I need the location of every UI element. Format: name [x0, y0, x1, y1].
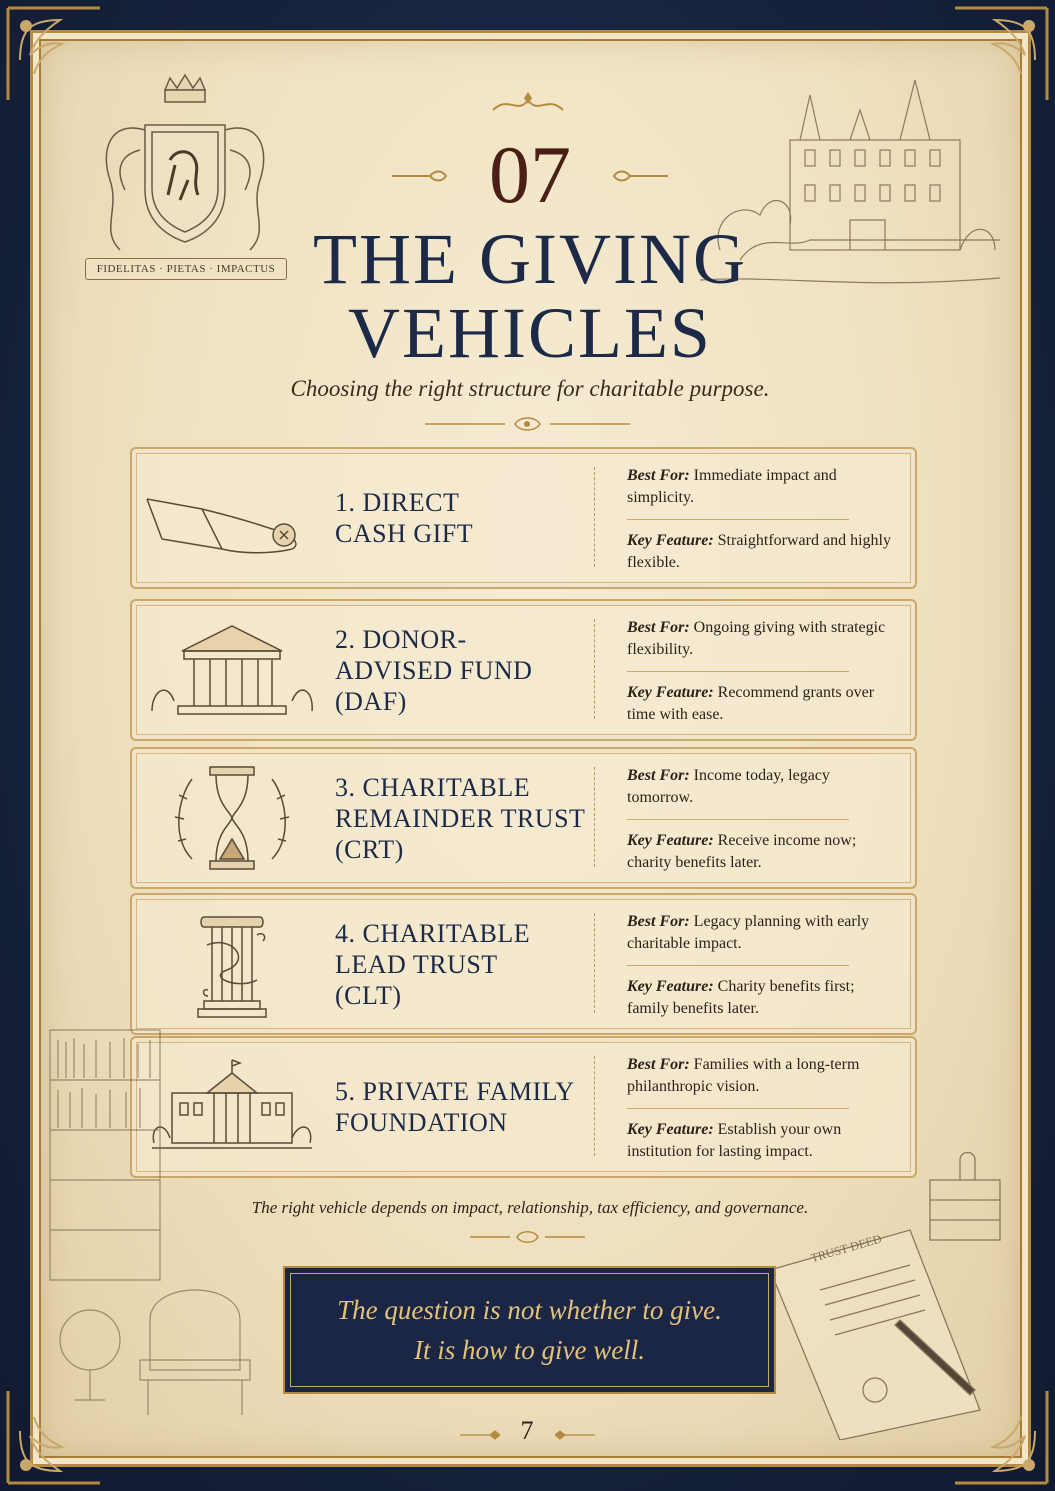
key-feature-label: Key Feature: [627, 1121, 714, 1138]
card-divider [594, 913, 597, 1013]
deed-label: TRUST DEED [809, 1231, 884, 1266]
best-for [627, 1054, 897, 1098]
key-feature [627, 976, 897, 1020]
quote-box [283, 1266, 776, 1394]
card-divider [594, 767, 597, 867]
flourish-right-icon [610, 168, 670, 184]
crest-motto: FIDELITAS · PIETAS · IMPACTUS [85, 258, 287, 280]
best-for-label: Best For: [627, 913, 690, 930]
key-feature-label: Key Feature: [627, 978, 714, 995]
key-feature-label: Key Feature: [627, 832, 714, 849]
temple-icon [142, 611, 322, 729]
card-divider [594, 1056, 597, 1156]
flourish-icon [488, 90, 568, 120]
quote-line-1: The question is not whether to give. [337, 1295, 722, 1325]
info-divider [627, 965, 849, 966]
chapter-number-row [380, 130, 680, 220]
key-feature [627, 530, 897, 574]
vehicle-card [130, 447, 917, 589]
best-for [627, 617, 897, 661]
divider-ornament-icon [420, 414, 635, 434]
flourish-left-icon [390, 168, 450, 184]
best-for-label: Best For: [627, 619, 690, 636]
best-for [627, 765, 897, 809]
best-for [627, 465, 897, 509]
key-feature-label: Key Feature: [627, 532, 714, 549]
page-subtitle: Choosing the right structure for charitable purpose. [290, 376, 770, 401]
key-feature-text: Charity benefits first; family benefits later. [627, 978, 855, 1017]
key-feature-text: Recommend grants over time with ease. [627, 684, 875, 723]
info-divider [627, 671, 849, 672]
best-for-label: Best For: [627, 467, 690, 484]
closing-note: The right vehicle depends on impact, relationship, tax efficiency, and governance. [251, 1198, 809, 1217]
info-divider [627, 819, 849, 820]
vehicle-info [627, 465, 897, 574]
vehicle-card [130, 599, 917, 741]
info-divider [627, 519, 849, 520]
vehicle-info [627, 617, 897, 726]
best-for-label: Best For: [627, 767, 690, 784]
best-for-text: Legacy planning with early charitable impact. [627, 913, 870, 952]
key-feature [627, 682, 897, 726]
best-for-text: Immediate impact and simplicity. [627, 467, 837, 506]
hourglass-icon [142, 759, 322, 877]
vehicle-card [130, 893, 917, 1035]
vehicle-info [627, 765, 897, 874]
hand-coin-icon [142, 459, 322, 577]
vehicle-title: 4. CHARITABLE LEAD TRUST (CLT) [335, 918, 531, 1010]
vehicle-title: 3. CHARITABLE REMAINDER TRUST (CRT) [335, 772, 586, 864]
page-number: 7 [520, 1416, 534, 1445]
vehicle-title: 5. PRIVATE FAMILY FOUNDATION [335, 1077, 575, 1137]
vehicle-title: 2. DONOR- ADVISED FUND (DAF) [335, 624, 533, 716]
title-line-1: THE GIVING [313, 219, 747, 299]
key-feature [627, 830, 897, 874]
column-icon [142, 905, 322, 1023]
vehicle-card [130, 747, 917, 889]
card-divider [594, 619, 597, 719]
vehicle-title: 1. DIRECT CASH GIFT [335, 488, 474, 548]
card-divider [594, 467, 597, 567]
page-title [230, 219, 830, 373]
trust-deed-illustration-icon [760, 1150, 1010, 1440]
divider-ornament-icon [465, 1228, 590, 1246]
key-feature-text: Establish your own institution for lasting impact. [627, 1121, 842, 1160]
info-divider [627, 1108, 849, 1109]
key-feature-text: Receive income now; charity benefits later. [627, 832, 857, 871]
quote-line-2: It is how to give well. [414, 1335, 645, 1365]
best-for-label: Best For: [627, 1056, 690, 1073]
page-number-flourish-icon [555, 1430, 595, 1440]
best-for-text: Income today, legacy tomorrow. [627, 767, 830, 806]
key-feature-text: Straightforward and highly flexible. [627, 532, 891, 571]
vehicle-info [627, 1054, 897, 1163]
best-for-text: Ongoing giving with strategic flexibility. [627, 619, 886, 658]
chapter-number: 07 [489, 129, 571, 220]
vehicle-info [627, 911, 897, 1020]
library-illustration-icon [40, 1020, 290, 1420]
title-line-2: VEHICLES [348, 293, 712, 373]
best-for [627, 911, 897, 955]
best-for-text: Families with a long-term philanthropic vision. [627, 1056, 860, 1095]
key-feature-label: Key Feature: [627, 684, 714, 701]
